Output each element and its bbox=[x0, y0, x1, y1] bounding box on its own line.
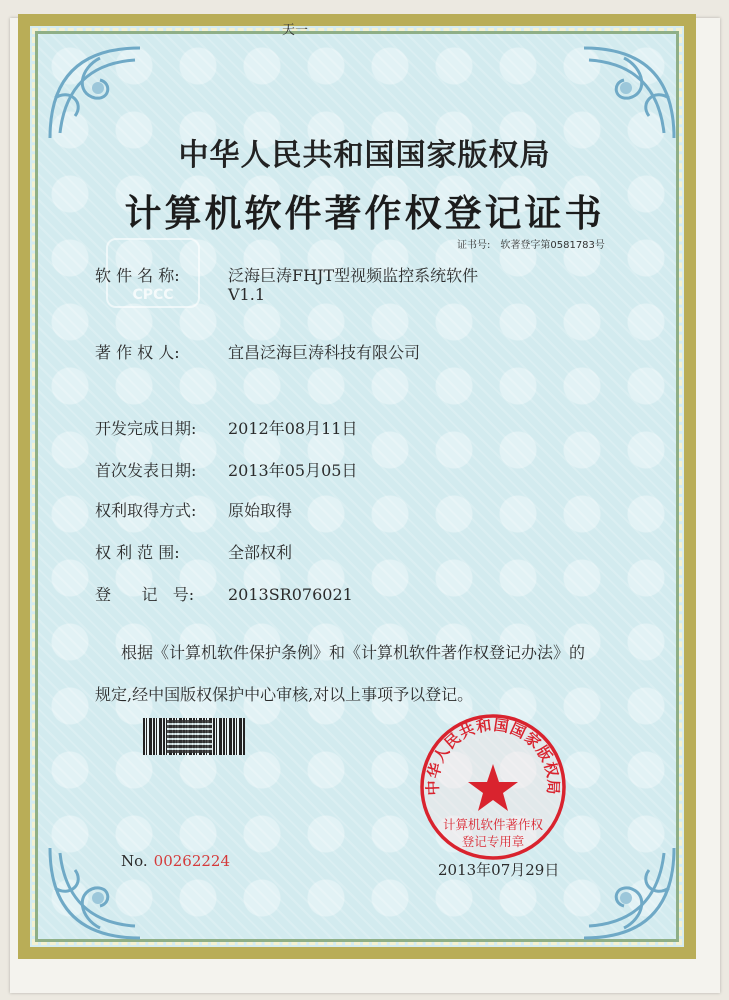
statement-line-2: 规定,经中国版权保护中心审核,对以上事项予以登记。 bbox=[95, 685, 474, 704]
field-value: 原始取得 bbox=[228, 501, 293, 520]
field-copyright-owner bbox=[95, 340, 420, 363]
field-publication-date bbox=[95, 458, 357, 481]
certificate-number-label: 证书号: bbox=[457, 240, 491, 251]
seal-inner-line-1: 计算机软件著作权 bbox=[442, 817, 544, 832]
field-label: 软 件 名 称: bbox=[95, 266, 180, 285]
serial-value: 00262224 bbox=[153, 852, 231, 870]
field-completion-date bbox=[95, 416, 357, 439]
field-label: 开发完成日期: bbox=[95, 419, 197, 438]
field-value: 2013SR076021 bbox=[228, 585, 353, 604]
seal-ring-text: 中华人民共和国国家版权局 bbox=[423, 715, 563, 796]
field-label: 首次发表日期: bbox=[95, 461, 197, 480]
field-label: 著 作 权 人: bbox=[95, 343, 180, 362]
software-version: V1.1 bbox=[228, 285, 265, 304]
field-label: 权 利 范 围: bbox=[95, 543, 180, 562]
cpcc-watermark-logo: CPCC bbox=[106, 238, 200, 308]
seal-inner-line-2: 登记专用章 bbox=[461, 834, 525, 849]
field-acquisition-method bbox=[95, 498, 292, 521]
certificate-number bbox=[457, 236, 605, 251]
field-rights-scope bbox=[95, 540, 292, 563]
statement-line-1: 根据《计算机软件保护条例》和《计算机软件著作权登记办法》的 bbox=[121, 643, 586, 662]
field-registration-number bbox=[95, 582, 353, 605]
barcode bbox=[143, 718, 245, 755]
field-value: 2013年05月05日 bbox=[228, 461, 358, 480]
field-value: 全部权利 bbox=[228, 543, 293, 562]
field-value: 泛海巨涛FHJT型视频监控系统软件 bbox=[228, 266, 479, 285]
field-value: 宜昌泛海巨涛科技有限公司 bbox=[228, 343, 421, 362]
field-label: 权利取得方式: bbox=[95, 501, 197, 520]
serial-number bbox=[121, 852, 230, 870]
field-software-name bbox=[95, 263, 478, 286]
field-value: 2012年08月11日 bbox=[228, 419, 358, 438]
handwritten-note: 天一 bbox=[282, 23, 309, 38]
certificate-number-value: 软著登字第0581783号 bbox=[500, 240, 605, 251]
issue-date: 2013年07月29日 bbox=[438, 861, 560, 879]
certificate-title: 计算机软件著作权登记证书 bbox=[124, 192, 605, 235]
issuer-title: 中华人民共和国国家版权局 bbox=[178, 138, 551, 173]
field-label: 登 记 号: bbox=[95, 585, 195, 604]
official-seal bbox=[418, 712, 568, 862]
corner-ornament-bottom-right bbox=[564, 838, 684, 948]
serial-prefix: No. bbox=[121, 852, 148, 870]
qr-code bbox=[167, 720, 212, 753]
